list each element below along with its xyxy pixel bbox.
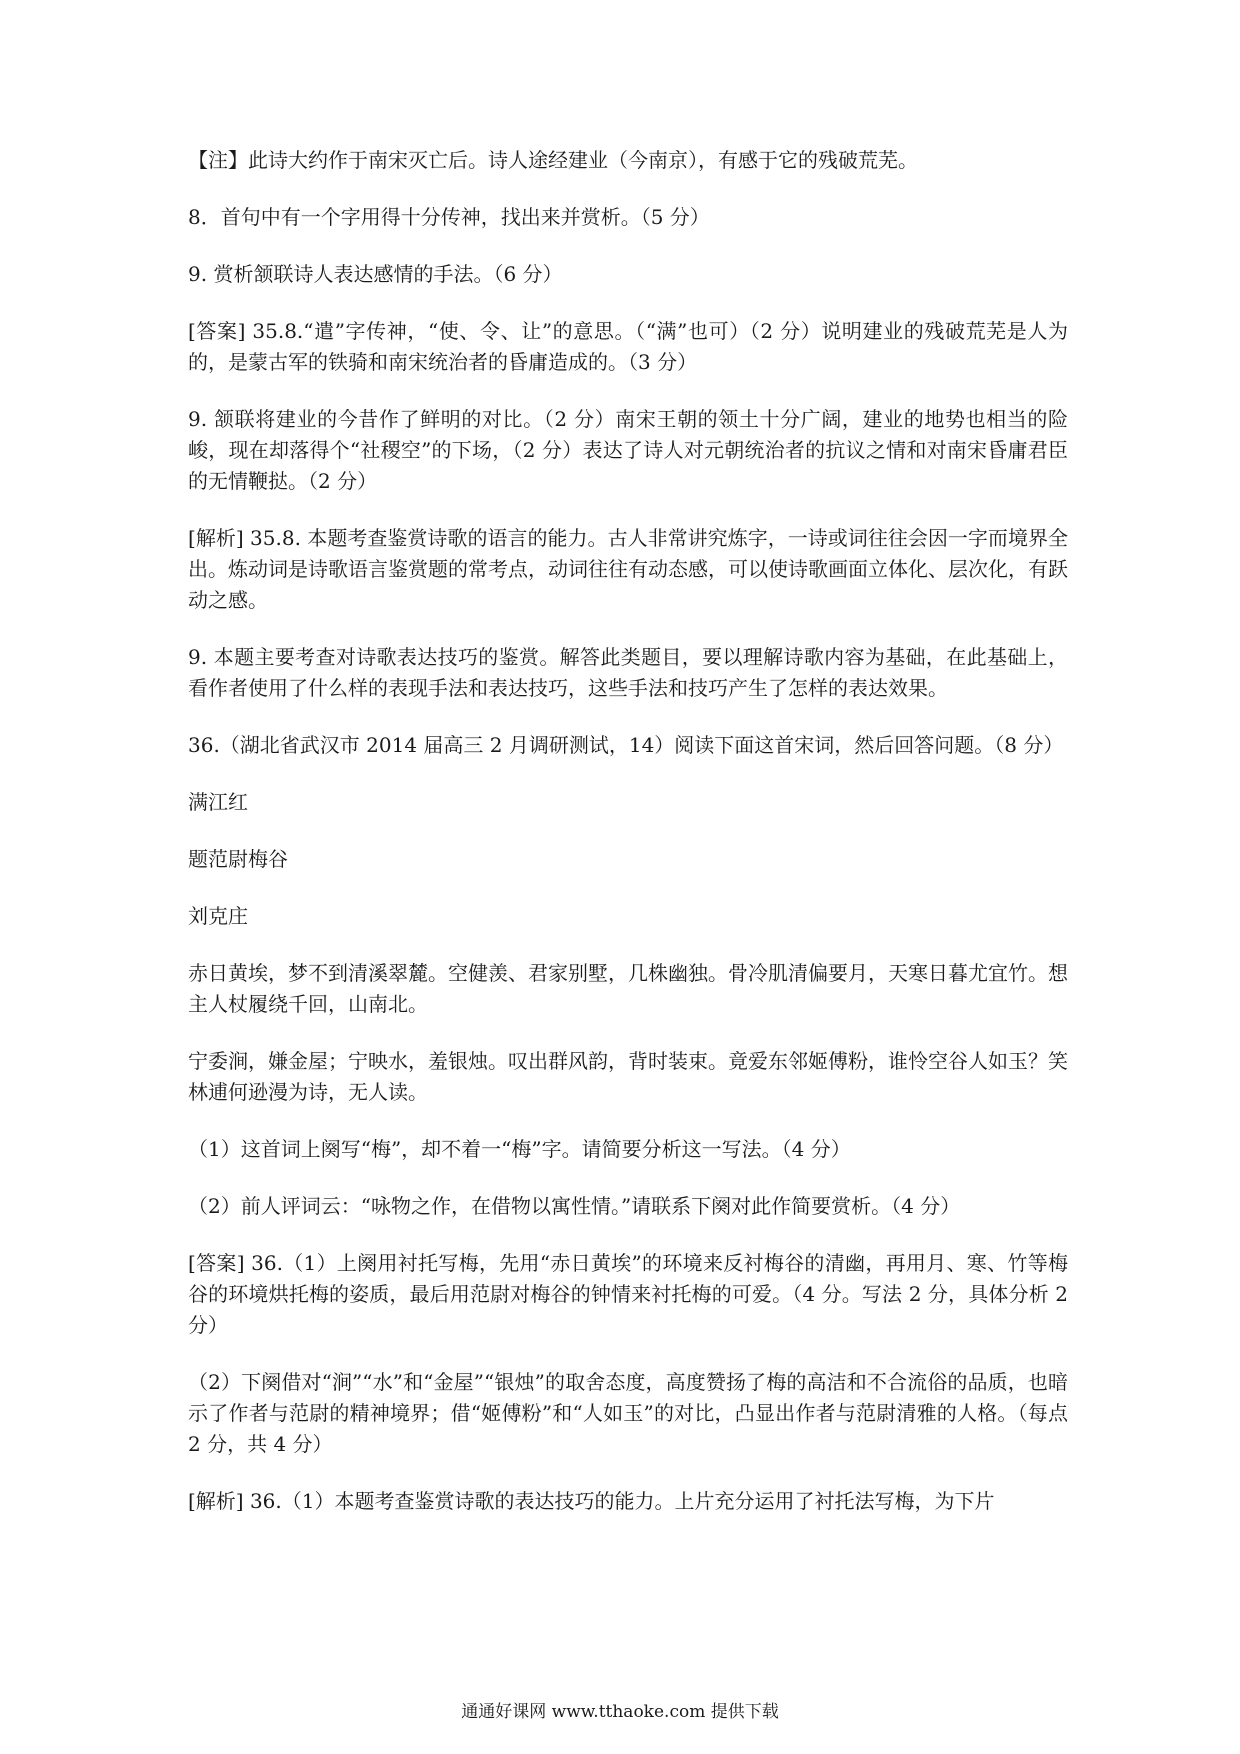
- analysis-36-1: [解析] 36.（1）本题考查鉴赏诗歌的表达技巧的能力。上片充分运用了衬托法写梅，为下片: [188, 1489, 995, 1513]
- answer-36-1: [答案] 36.（1）上阕用衬托写梅，先用“赤日黄埃”的环境来反衬梅谷的清幽，再用月、寒、竹等梅谷的环境烘托梅的姿质，最后用范尉对梅谷的钟情来衬托梅的可爱。（4 分。写法 2 分，具体分析 2 分）: [188, 1251, 1068, 1337]
- answer-36-2: （2）下阕借对“涧”“水”和“金屋”“银烛”的取舍态度，高度赞扬了梅的高洁和不合流俗的品质，也暗示了作者与范尉的精神境界；借“姬傅粉”和“人如玉”的对比，凸显出作者与范尉清雅的人格。（每点 2 分，共 4 分）: [188, 1370, 1068, 1456]
- poem-author: 刘克庄: [188, 904, 248, 928]
- question-8: 8．首句中有一个字用得十分传神，找出来并赏析。（5 分）: [188, 205, 710, 229]
- analysis-35-9: 9. 本题主要考查对诗歌表达技巧的鉴赏。解答此类题目，要以理解诗歌内容为基础，在此基础上，看作者使用了什么样的表现手法和表达技巧，这些手法和技巧产生了怎样的表达效果。: [188, 645, 1068, 700]
- poem-upper-stanza: 赤日黄埃，梦不到清溪翠麓。空健羡、君家别墅，几株幽独。骨冷肌清偏要月，天寒日暮尤宜竹。想主人杖履绕千回，山南北。: [188, 961, 1068, 1016]
- poem-title: 题范尉梅谷: [188, 847, 288, 871]
- answer-35-9: 9. 颔联将建业的今昔作了鲜明的对比。（2 分）南宋王朝的领土十分广阔，建业的地势也相当的险峻，现在却落得个“社稷空”的下场，（2 分）表达了诗人对元朝统治者的抗议之情和对南宋昏庸君臣的无情鞭挞。（2 分）: [188, 407, 1068, 493]
- question-36-1: （1）这首词上阕写“梅”，却不着一“梅”字。请简要分析这一写法。（4 分）: [188, 1137, 851, 1161]
- note-paragraph: 【注】此诗大约作于南宋灭亡后。诗人途经建业（今南京），有感于它的残破荒芜。: [188, 148, 918, 172]
- answer-35-8: [答案] 35.8.“遣”字传神，“使、令、让”的意思。（“满”也可）（2 分）说明建业的残破荒芜是人为的，是蒙古军的铁骑和南宋统治者的昏庸造成的。（3 分）: [188, 319, 1068, 374]
- poem-lower-stanza: 宁委涧，嫌金屋；宁映水，羞银烛。叹出群风韵，背时装束。竟爱东邻姬傅粉，谁怜空谷人如玉？笑林逋何逊漫为诗，无人读。: [188, 1049, 1068, 1104]
- poem-tune-title: 满江红: [188, 790, 248, 814]
- question-36-2: （2）前人评词云：“咏物之作，在借物以寓性情。”请联系下阕对此作简要赏析。（4 分）: [188, 1194, 961, 1218]
- page-footer: 通通好课网 www.tthaoke.com 提供下载: [461, 1702, 779, 1722]
- analysis-35-8: [解析] 35.8. 本题考查鉴赏诗歌的语言的能力。古人非常讲究炼字，一诗或词往往会因一字而境界全出。炼动词是诗歌语言鉴赏题的常考点，动词往往有动态感，可以使诗歌画面立体化、层次化，有跃动之感。: [188, 526, 1068, 612]
- document-body: [188, 145, 1068, 1543]
- question-9: 9. 赏析颔联诗人表达感情的手法。（6 分）: [188, 262, 563, 286]
- question-36-intro: 36.（湖北省武汉市 2014 届高三 2 月调研测试，14）阅读下面这首宋词，然后回答问题。（8 分）: [188, 733, 1064, 757]
